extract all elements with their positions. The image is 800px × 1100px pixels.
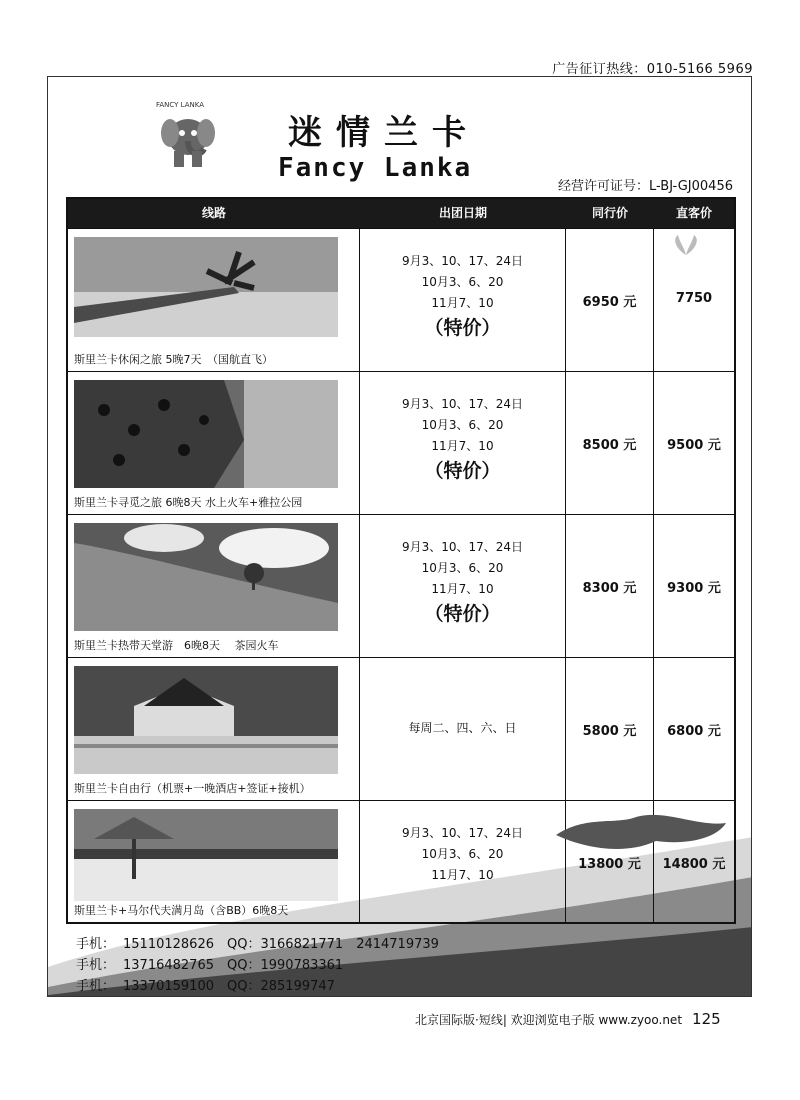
date-line: 10月3、6、20 [421, 847, 504, 861]
peer-price-cell [566, 372, 654, 514]
route-cell [68, 372, 360, 514]
direct-price: 14800 元 [662, 857, 726, 872]
special-price-note: （特价） [424, 603, 501, 625]
special-price-note: （特价） [424, 317, 501, 339]
date-line: 10月3、6、20 [421, 418, 504, 432]
peer-price-cell [566, 515, 654, 657]
peer-price: 8500 元 [582, 438, 637, 453]
direct-price-cell [654, 515, 734, 657]
table-row [68, 800, 734, 922]
contact-line: 手机： 15110128626 QQ：3166821771 2414719739 [76, 937, 439, 952]
date-line: 10月3、6、20 [421, 561, 504, 575]
date-line: 9月3、10、17、24日 [401, 826, 524, 840]
peer-price-cell [566, 229, 654, 371]
date-line: 11月7、10 [431, 582, 494, 596]
direct-price-cell [654, 372, 734, 514]
brand-name-cn: 迷情兰卡 [288, 113, 480, 153]
phone-number[interactable]: 15110128626 [123, 937, 214, 952]
page-footer [415, 1010, 721, 1028]
header-direct-price: 直客价 [675, 206, 712, 220]
route-name: 斯里兰卡休闲之旅 5晚7天 （国航直飞） [74, 353, 273, 366]
header-peer-price: 同行价 [591, 206, 628, 220]
direct-price: 9300 元 [667, 581, 721, 596]
table-row [68, 228, 734, 371]
ad-frame [47, 76, 752, 997]
license-number: 经营许可证号：L-BJ-GJ00456 [558, 179, 733, 194]
peer-price: 13800 元 [578, 857, 641, 872]
elephant-logo-icon [148, 97, 228, 177]
peer-price: 8300 元 [582, 581, 637, 596]
peer-price: 6950 元 [582, 295, 637, 310]
price-table [66, 197, 736, 924]
direct-price-cell [654, 801, 734, 922]
route-name: 斯里兰卡+马尔代夫满月岛（含BB）6晚8天 [74, 904, 289, 917]
dates-cell [360, 658, 566, 800]
lotus-decoration-icon [666, 233, 706, 257]
date-line: 11月7、10 [431, 868, 494, 882]
header-dates: 出团日期 [438, 206, 487, 220]
header-route: 线路 [201, 206, 226, 220]
temple-photo [74, 666, 338, 774]
table-row [68, 371, 734, 514]
brand-name-en: Fancy Lanka [278, 153, 473, 183]
qq-number: 1990783361 [260, 958, 344, 973]
direct-price: 7750 [675, 291, 713, 306]
logo-text: FANCY LANKA [156, 101, 205, 109]
maldives-beach-photo [74, 809, 338, 901]
dates-cell [360, 801, 566, 922]
route-cell [68, 658, 360, 800]
date-line: 9月3、10、17、24日 [401, 254, 524, 268]
date-line: 每周二、四、六、日 [408, 721, 517, 735]
direct-price-cell [654, 658, 734, 800]
qq-number: 285199747 [260, 979, 335, 994]
route-name: 斯里兰卡寻觅之旅 6晚8天 水上火车+雅拉公园 [74, 496, 303, 509]
ad-hotline: 广告征订热线：010-5166 5969 [552, 62, 753, 77]
route-cell [68, 229, 360, 371]
peer-price-cell [566, 801, 654, 922]
dates-cell [360, 372, 566, 514]
brand-logo [148, 97, 568, 187]
leopard-photo [74, 380, 338, 488]
contact-line: 手机： 13370159100 QQ：285199747 [76, 979, 335, 994]
date-line: 11月7、10 [431, 439, 494, 453]
route-name: 斯里兰卡热带天堂游 6晚8天 茶园火车 [74, 639, 279, 652]
page-number: 125 [692, 1010, 721, 1028]
phone-number[interactable]: 13716482765 [123, 958, 214, 973]
table-row [68, 657, 734, 800]
special-price-note: （特价） [424, 460, 501, 482]
contact-list [76, 934, 439, 997]
dates-cell [360, 515, 566, 657]
dates-cell [360, 229, 566, 371]
route-name: 斯里兰卡自由行（机票+一晚酒店+签证+接机） [74, 782, 311, 795]
direct-price: 9500 元 [667, 438, 721, 453]
date-line: 10月3、6、20 [421, 275, 504, 289]
table-row [68, 514, 734, 657]
route-cell [68, 515, 360, 657]
date-line: 9月3、10、17、24日 [401, 540, 524, 554]
phone-number[interactable]: 13370159100 [123, 979, 214, 994]
contact-line: 手机： 13716482765 QQ：1990783361 [76, 958, 344, 973]
direct-price: 6800 元 [667, 724, 721, 739]
date-line: 9月3、10、17、24日 [401, 397, 524, 411]
direct-price-cell [654, 229, 734, 371]
peer-price-cell [566, 658, 654, 800]
route-cell [68, 801, 360, 922]
palm-beach-photo [74, 237, 338, 337]
footer-text: 北京国际版·短线| 欢迎浏览电子版 www.zyoo.net [415, 1013, 683, 1027]
table-header [68, 199, 734, 228]
tea-hill-photo [74, 523, 338, 631]
peer-price: 5800 元 [582, 724, 637, 739]
date-line: 11月7、10 [431, 296, 494, 310]
qq-number: 3166821771 2414719739 [260, 937, 439, 952]
